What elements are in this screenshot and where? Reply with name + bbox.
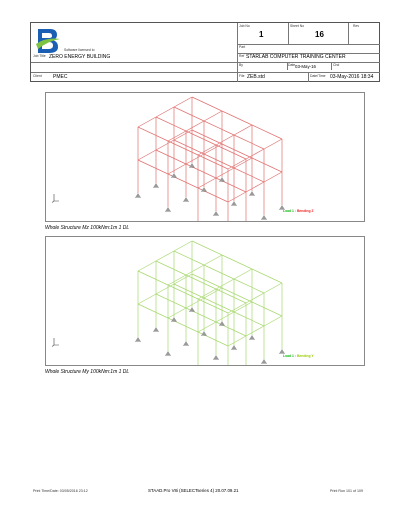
axis-triad-icon (51, 193, 61, 203)
frame-member (186, 154, 204, 164)
frame-member (174, 140, 204, 154)
frame-member (234, 125, 252, 135)
frame-member (222, 144, 252, 158)
support-icon (172, 173, 177, 177)
frame-member (174, 107, 204, 121)
job-title-label: Job Title (33, 54, 46, 58)
support-icon (190, 163, 195, 167)
frame-member (138, 127, 168, 141)
structure-view-2 (46, 237, 364, 365)
support-icon (190, 307, 195, 311)
frame-member (204, 121, 234, 135)
frame-member (204, 265, 234, 279)
frame-member (138, 261, 156, 271)
frame-member (198, 299, 228, 313)
panel-1-caption: Whole Structure Mz 100kNm:1m 1 DL (45, 225, 130, 231)
chd-label: Chd (333, 63, 340, 67)
frame-member (168, 308, 186, 318)
frame-member (186, 121, 204, 131)
frame-member (156, 140, 174, 150)
frame-member (204, 154, 234, 168)
frame-member (264, 172, 282, 182)
print-run: Print Run 101 of 109 (330, 489, 363, 493)
frame-member (216, 279, 234, 289)
support-icon (220, 177, 225, 181)
frame-member (198, 289, 216, 299)
frame-member (234, 168, 264, 182)
frame-member (198, 145, 216, 155)
frame-member (138, 160, 168, 174)
support-icon (250, 335, 255, 339)
company-logo (34, 25, 62, 55)
frame-member (174, 284, 204, 298)
frame-member (264, 283, 282, 293)
client-label: Client (33, 74, 42, 78)
support-icon (136, 337, 141, 341)
frame-member (222, 111, 252, 125)
frame-member (192, 97, 222, 111)
frame-member (174, 251, 204, 265)
title-block (30, 22, 380, 82)
frame-member (186, 275, 216, 289)
sheet-no-label: Sheet No (290, 24, 305, 28)
frame-member (204, 255, 222, 265)
frame-member (168, 141, 198, 155)
frame-member (174, 274, 192, 284)
support-icon (232, 201, 237, 205)
by-label: By (239, 63, 243, 67)
frame-member (156, 150, 186, 164)
support-icon (184, 197, 189, 201)
frame-member (138, 150, 156, 160)
frame-member (234, 312, 264, 326)
support-icon (202, 331, 207, 335)
frame-member (234, 279, 264, 293)
frame-member (168, 275, 186, 285)
support-icon (184, 341, 189, 345)
frame-member (246, 149, 264, 159)
frame-member (204, 144, 222, 154)
frame-member (216, 312, 234, 322)
frame-member (216, 145, 246, 159)
frame-member (174, 241, 192, 251)
frame-member (168, 164, 186, 174)
frame-member (204, 111, 222, 121)
file-value: ZEB.std (247, 74, 265, 80)
ref-value: STARLAB COMPUTER TRAINING CENTER (246, 54, 346, 60)
frame-member (156, 251, 174, 261)
frame-member (168, 285, 198, 299)
client-value: PMEC (53, 74, 68, 80)
frame-member (168, 131, 186, 141)
file-label: File (239, 74, 245, 78)
frame-member (156, 294, 186, 308)
frame-member (138, 117, 156, 127)
frame-member (228, 336, 246, 346)
date-value: 03-May-16 (295, 64, 316, 69)
support-icon (154, 327, 159, 331)
ref-label: Ref (239, 54, 245, 58)
frame-member (198, 178, 216, 188)
part-label: Part (239, 45, 246, 49)
frame-member (198, 155, 228, 169)
structure-view-1 (46, 93, 364, 221)
support-icon (214, 211, 219, 215)
frame-member (234, 135, 264, 149)
frame-member (246, 326, 264, 336)
support-icon (250, 191, 255, 195)
program-version: STAAD.Pro V8i (SELECTseries 4) 20.07.09.21 (148, 488, 239, 493)
frame-member (204, 288, 222, 298)
load-legend-1: Load 1 : Bending Z (283, 209, 314, 213)
frame-member (156, 284, 174, 294)
report-page (30, 22, 380, 485)
frame-member (252, 125, 282, 139)
frame-member (138, 271, 168, 285)
frame-member (234, 269, 252, 279)
support-icon (166, 351, 171, 355)
date-label: Date (288, 63, 296, 67)
frame-member (228, 303, 246, 313)
frame-member (246, 182, 264, 192)
frame-member (252, 302, 282, 316)
frame-member (192, 274, 222, 288)
frame-member (156, 117, 186, 131)
frame-member (228, 192, 246, 202)
frame-member (186, 298, 204, 308)
job-no-value: 1 (259, 30, 264, 39)
support-icon (262, 215, 267, 219)
frame-member (138, 304, 168, 318)
job-no-label: Job No (239, 24, 250, 28)
rev-label: Rev (353, 24, 360, 28)
support-icon (154, 183, 159, 187)
support-icon (214, 355, 219, 359)
support-icon (220, 321, 225, 325)
frame-member (192, 130, 222, 144)
frame-member (246, 293, 264, 303)
frame-member (228, 159, 246, 169)
diagram-panel-1 (45, 92, 365, 222)
frame-member (204, 298, 234, 312)
frame-member (216, 289, 246, 303)
load-legend-2: Load 1 : Bending Y (283, 354, 314, 358)
frame-member (156, 261, 186, 275)
frame-member (174, 97, 192, 107)
support-icon (232, 345, 237, 349)
sheet-no-value: 16 (315, 30, 324, 39)
support-icon (136, 193, 141, 197)
frame-member (216, 168, 234, 178)
frame-member (198, 322, 216, 332)
frame-member (222, 288, 252, 302)
panel-2-caption: Whole Structure My 100kNm:1m 1 DL (45, 369, 130, 375)
frame-member (156, 107, 174, 117)
print-time: Print Time/Date: 03/05/2016 23:12 (33, 489, 88, 493)
support-icon (262, 359, 267, 363)
frame-member (186, 265, 204, 275)
frame-member (264, 139, 282, 149)
frame-member (234, 302, 252, 312)
diagram-panel-2 (45, 236, 365, 366)
frame-member (252, 158, 282, 172)
frame-member (192, 241, 222, 255)
job-title-value: ZERO ENERGY BUILDING (49, 54, 111, 60)
frame-member (174, 130, 192, 140)
frame-member (264, 316, 282, 326)
frame-member (186, 131, 216, 145)
datetime-label: Date/Time (310, 74, 326, 78)
support-icon (202, 187, 207, 191)
datetime-value: 03-May-2016 18:34 (330, 74, 374, 80)
frame-member (222, 255, 252, 269)
licensed-label: Software licensed to (64, 48, 95, 52)
axis-triad-icon (51, 337, 61, 347)
frame-member (216, 135, 234, 145)
support-icon (172, 317, 177, 321)
frame-member (252, 269, 282, 283)
frame-member (234, 158, 252, 168)
frame-member (138, 294, 156, 304)
support-icon (166, 207, 171, 211)
